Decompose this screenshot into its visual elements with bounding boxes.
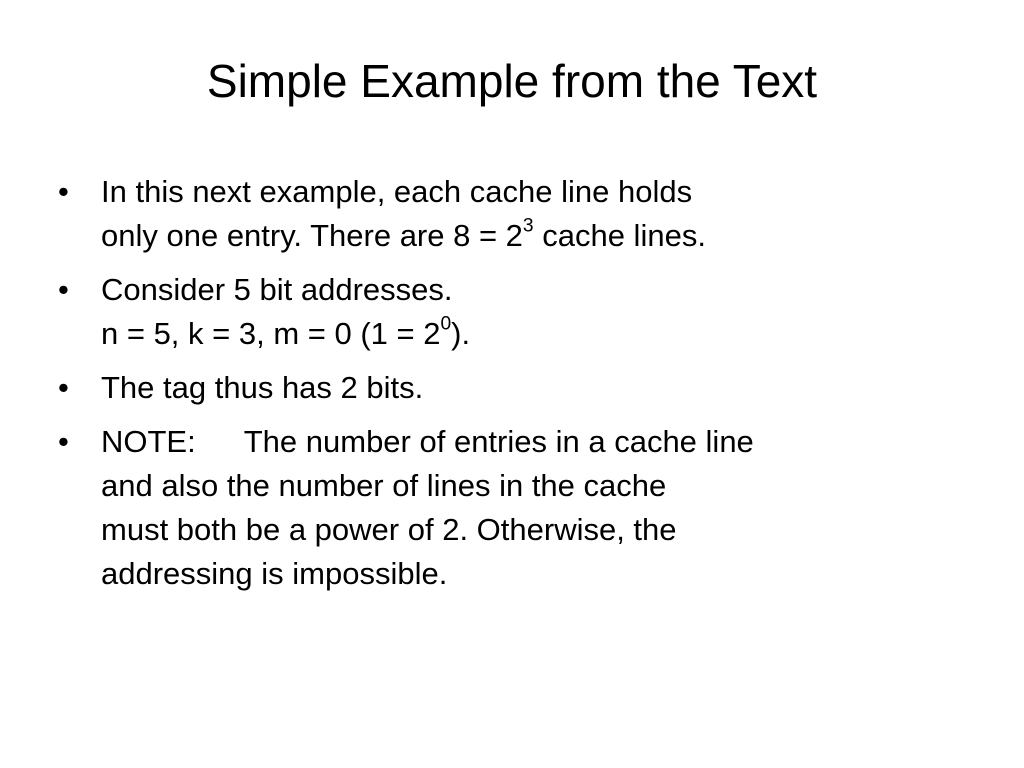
bullet-line [101,214,978,258]
slide-title: Simple Example from the Text [206,55,818,107]
bullet-line: The tag thus has 2 bits. [101,370,424,405]
bullet-line [101,312,978,356]
bullet-icon: • [58,424,69,459]
bullet-item [58,366,978,410]
bullet-line: In this next example, each cache line holds [101,174,693,209]
exponent: 0 [440,313,452,335]
bullet-line: addressing is impossible. [101,556,448,591]
note-label: NOTE: [101,424,196,459]
bullet-line: Consider 5 bit addresses. [101,272,453,307]
bullet-list [58,170,978,606]
exponent: 3 [522,215,534,237]
bullet-icon: • [58,370,69,405]
line-text: cache lines. [533,218,706,253]
line-text: The number of entries in a cache line [243,424,754,459]
bullet-item [58,170,978,258]
line-text: only one entry. There are 8 = 2 [101,218,523,253]
bullet-item [58,268,978,356]
bullet-line [101,420,978,464]
line-text: ). [451,316,471,351]
bullet-item [58,420,978,596]
bullet-icon: • [58,272,69,307]
line-text: n = 5, k = 3, m = 0 (1 = 2 [101,316,441,351]
bullet-line: must both be a power of 2. Otherwise, the [101,512,677,547]
bullet-line: and also the number of lines in the cache [101,468,667,503]
bullet-icon: • [58,174,69,209]
